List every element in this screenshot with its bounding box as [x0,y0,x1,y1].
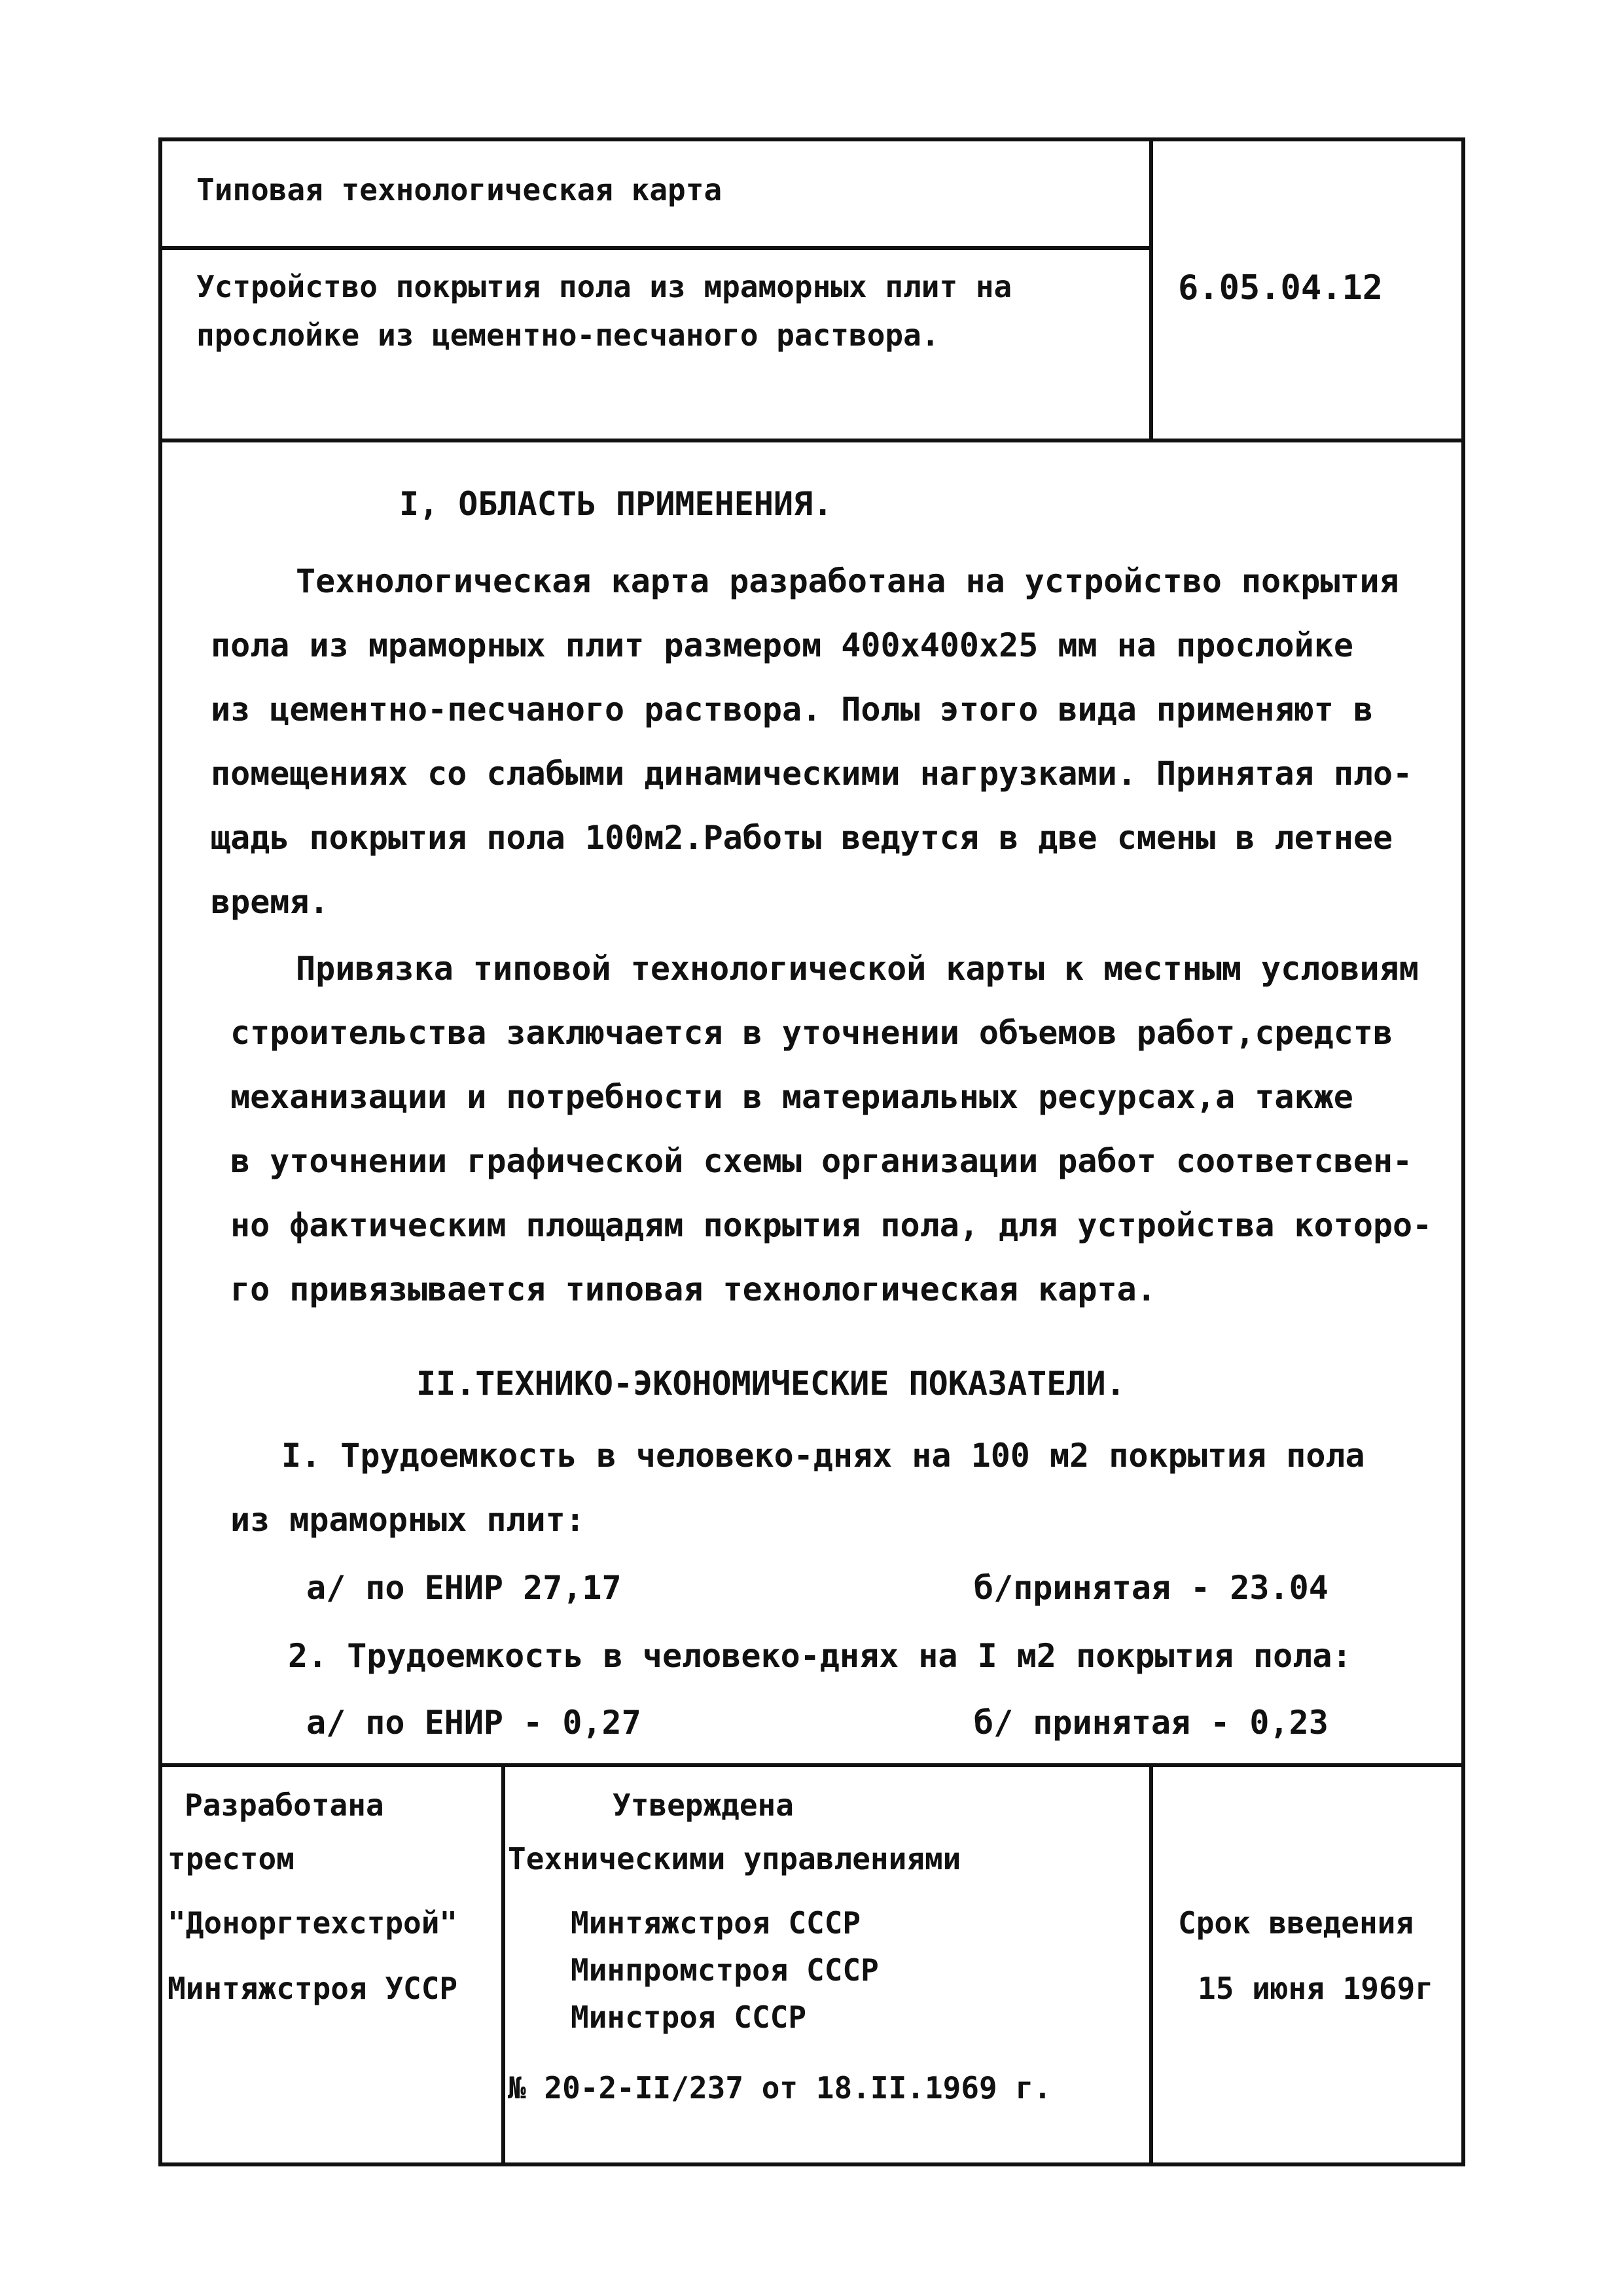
developed-by-line-1: Разработана [185,1787,384,1823]
section-1-heading: I, ОБЛАСТЬ ПРИМЕНЕНИЯ. [399,485,833,523]
header-vertical-divider [1149,137,1153,442]
approved-line-3: Минтяжстроя СССР [571,1905,861,1941]
card-title: Типовая технологическая карта [196,172,722,207]
subject-line-2: прослойке из цементно-песчаного раствора. [196,317,940,353]
labor-item-2-enir: а/ по ЕНИР - 0,27 [306,1704,641,1742]
approved-line-5: Минстроя СССР [571,2000,807,2035]
developed-by-line-3: "Доноргтехстрой" [168,1905,458,1941]
labor-item-1-accepted: б/принятая - 23.04 [974,1569,1329,1607]
developed-by-line-2: трестом [168,1841,294,1876]
para2-line-6: го привязывается типовая технологическая карта. [230,1270,1156,1308]
footer-top-rule [158,1763,1465,1767]
para2-line-2: строительства заключается в уточнении объемов работ,средств [230,1014,1393,1052]
labor-item-2-line-1: 2. Трудоемкость в человеко-днях на I м2 покрытия пола: [288,1637,1352,1675]
para1-line-5: щадь покрытия пола 100м2.Работы ведутся в две смены в летнее [211,819,1393,857]
footer-divider-left [501,1763,505,2166]
footer-divider-right [1149,1763,1153,2166]
document-number: 6.05.04.12 [1178,268,1383,308]
approved-line-4: Минпромстроя СССР [571,1952,879,1988]
section-2-heading: II.ТЕХНИКО-ЭКОНОМИЧЕСКИЕ ПОКАЗАТЕЛИ. [416,1365,1126,1403]
header-divider-title [158,246,1153,250]
effective-date-label: Срок введения [1178,1905,1414,1941]
labor-item-1-enir: а/ по ЕНИР 27,17 [306,1569,622,1607]
header-bottom-rule [158,439,1465,442]
para1-line-2: пола из мраморных плит размером 400х400х25 мм на прослойке [211,626,1353,664]
subject-line-1: Устройство покрытия пола из мраморных плит на [196,269,1012,304]
labor-item-2-accepted: б/ принятая - 0,23 [974,1704,1329,1742]
para1-line-6: время. [211,883,329,921]
effective-date-value: 15 июня 1969г [1198,1971,1434,2006]
para2-line-3: механизации и потребности в материальных ресурсах,а также [230,1078,1353,1116]
para1-line-4: помещениях со слабыми динамическими нагрузками. Принятая пло- [211,755,1413,793]
para1-line-1: Технологическая карта разработана на устройство покрытия [296,562,1399,600]
approved-line-2: Техническими управлениями [508,1841,961,1876]
approval-number: № 20-2-II/237 от 18.II.1969 г. [508,2070,1052,2106]
developed-by-line-4: Минтяжстроя УССР [168,1971,458,2006]
para2-line-5: но фактическим площадям покрытия пола, для устройства которо- [230,1206,1433,1244]
labor-item-1-line-2: из мраморных плит: [230,1501,585,1539]
para2-line-1: Привязка типовой технологической карты к местным условиям [296,950,1419,988]
para2-line-4: в уточнении графической схемы организации работ соответсвен- [230,1142,1413,1180]
para1-line-3: из цементно-песчаного раствора. Полы этого вида применяют в [211,691,1374,728]
approved-line-1: Утверждена [613,1787,794,1823]
labor-item-1-line-1: I. Трудоемкость в человеко-днях на 100 м2 покрытия пола [281,1437,1365,1475]
